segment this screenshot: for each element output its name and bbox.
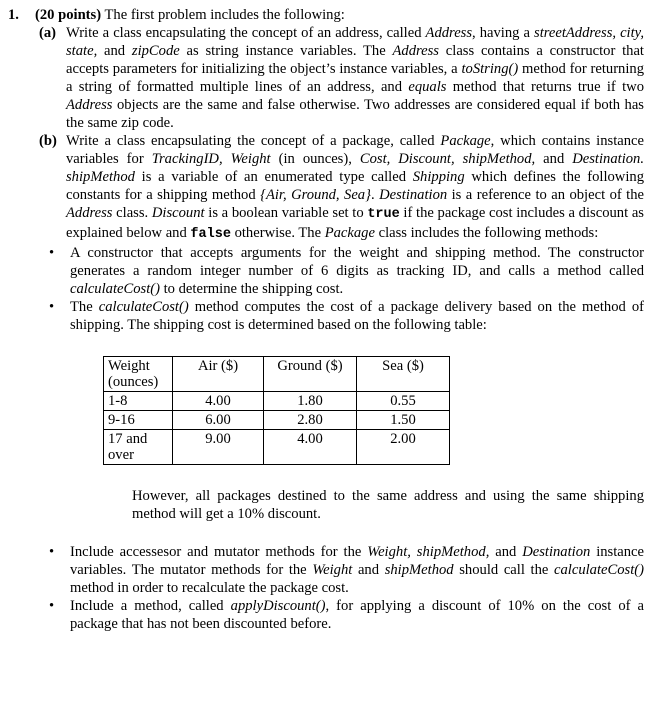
- table-header: Ground ($): [264, 357, 357, 392]
- bullet-icon: •: [49, 245, 55, 261]
- part-b-italic: Address: [66, 205, 113, 221]
- part-b-text: (in ounces),: [270, 151, 360, 167]
- table-cell: 1-8: [104, 392, 173, 411]
- problem-intro: The first problem includes the following:: [101, 7, 345, 23]
- part-b-italic: {Air, Ground, Sea}: [260, 187, 371, 203]
- part-a-text: , having a: [472, 25, 535, 41]
- part-a-text: method that returns true if two: [446, 79, 644, 95]
- bullet-italic: Weight: [312, 562, 353, 578]
- table-cell: 1.50: [357, 411, 450, 430]
- part-b-italic: Shipping: [412, 169, 465, 185]
- bullet-text: and: [489, 544, 523, 560]
- code-true: true: [367, 207, 400, 222]
- part-b: [39, 132, 644, 244]
- part-a-italic: Address: [66, 97, 113, 113]
- part-b-italic: Destination. shipMethod: [66, 151, 644, 185]
- bullet-text: A constructor that accepts arguments for the weight and shipping method. The constructor generates a random integer number of 6 digits as tracking ID, and calls a method called: [70, 245, 644, 279]
- bullet-italic: Weight, shipMethod,: [367, 544, 490, 560]
- bullet-text: The: [70, 299, 99, 315]
- bullet-text: to determine the shipping cost.: [159, 281, 344, 297]
- table-cell: 2.80: [264, 411, 357, 430]
- code-false: false: [190, 227, 231, 242]
- part-b-text: , which contains instance variables for: [66, 133, 644, 167]
- bullet-italic: applyDiscount(): [230, 598, 326, 614]
- problem-number: 1.: [8, 7, 19, 23]
- bullet-italic: shipMethod: [384, 562, 454, 578]
- part-b-italic: Cost, Discount, shipMethod,: [359, 151, 536, 167]
- part-b-text: and: [535, 151, 573, 167]
- table-cell: 2.00: [357, 430, 450, 465]
- part-a-text: Write a class encapsulating the concept of an address, called: [66, 25, 426, 41]
- bullet-text: method computes the cost of a package delivery based on the method of shipping. The shipping cost is determined based on the following table:: [70, 299, 644, 333]
- problem-1: [8, 6, 644, 633]
- table-header: Sea ($): [357, 357, 450, 392]
- part-a-italic: toString(): [461, 61, 519, 77]
- table-cell: 9.00: [173, 430, 264, 465]
- table-row: [104, 411, 450, 430]
- part-b-text: .: [370, 187, 380, 203]
- bullet-italic: calculateCost(): [554, 562, 644, 578]
- discount-note: However, all packages destined to the same address and using the same shipping method will get a 10% discount.: [132, 488, 644, 522]
- part-b-italic: Package: [440, 133, 491, 149]
- bullet-italic: Destination: [522, 544, 591, 560]
- cost-table-wrap: [103, 356, 644, 465]
- part-b-text: class includes the following methods:: [374, 225, 599, 241]
- list-item: [49, 543, 645, 597]
- part-a-italic: equals: [408, 79, 447, 95]
- list-item: [49, 597, 644, 633]
- part-b-italic: Package: [324, 225, 375, 241]
- part-b-label: (b): [39, 133, 57, 149]
- part-a-text: objects are the same and false otherwise. Two addresses are considered equal if both has the same zip code.: [66, 97, 644, 131]
- part-b-text: is a boolean variable set to: [204, 205, 368, 221]
- part-b-text: is a variable of an enumerated type called: [134, 169, 413, 185]
- bullet-icon: •: [49, 598, 55, 614]
- list-item: [49, 244, 644, 298]
- bullet-text: method in order to recalculate the package cost.: [70, 580, 349, 596]
- part-a-italic: Address: [392, 43, 439, 59]
- table-cell: 0.55: [357, 392, 450, 411]
- bullet-icon: •: [49, 544, 55, 560]
- list-item: [49, 298, 644, 334]
- part-a-italic: streetAddress, city, state,: [66, 25, 644, 59]
- part-a-text: class contains a constructor that accepts parameters for initializing the object’s instance variables, a: [66, 43, 644, 77]
- part-a-text: method for returning a string of formatted multiple lines of an address, and: [66, 61, 644, 95]
- table-cell: 9-16: [104, 411, 173, 430]
- bullet-text: instance variables. The mutator methods for the: [70, 544, 645, 578]
- spacer: [8, 523, 644, 543]
- part-a-italic: Address: [425, 25, 473, 41]
- method-list-2: [8, 543, 644, 633]
- part-b-text: otherwise. The: [230, 225, 325, 241]
- part-a-text: and: [97, 43, 132, 59]
- bullet-text: , for applying a discount of 10% on the cost of a package that has not been discounted before.: [70, 598, 644, 632]
- table-cell: 17 and over: [104, 430, 173, 465]
- table-cell: 4.00: [264, 430, 357, 465]
- table-row: [104, 392, 450, 411]
- part-a-italic: zipCode: [131, 43, 180, 59]
- part-b-text: class.: [112, 205, 152, 221]
- table-row: [104, 430, 450, 465]
- part-b-italic: Discount: [151, 205, 205, 221]
- part-b-text: if the package cost includes a discount as explained below and: [66, 205, 644, 241]
- bullet-italic: calculateCost(): [98, 299, 189, 315]
- table-header: Weight (ounces): [104, 357, 173, 392]
- bullet-text: and: [352, 562, 385, 578]
- part-a-text: as string instance variables. The: [179, 43, 393, 59]
- part-b-italic: TrackingID, Weight: [151, 151, 271, 167]
- shipping-cost-table: [103, 356, 450, 465]
- table-header-row: [104, 357, 450, 392]
- part-b-text: Write a class encapsulating the concept of a package, called: [66, 133, 441, 149]
- table-cell: 6.00: [173, 411, 264, 430]
- part-b-text: is a reference to an object of the: [447, 187, 645, 203]
- problem-heading: [35, 6, 644, 24]
- table-header: Air ($): [173, 357, 264, 392]
- table-cell: 1.80: [264, 392, 357, 411]
- problem-points: (20 points): [35, 7, 102, 23]
- part-b-text: which defines the following constants for a shipping method: [66, 169, 644, 203]
- part-a-label: (a): [39, 25, 57, 41]
- method-list: [8, 244, 644, 334]
- part-b-italic: Destination: [379, 187, 448, 203]
- bullet-italic: calculateCost(): [70, 281, 160, 297]
- table-cell: 4.00: [173, 392, 264, 411]
- part-a: [39, 24, 644, 132]
- bullet-text: should call the: [453, 562, 555, 578]
- bullet-text: Include accessesor and mutator methods for the: [70, 544, 368, 560]
- bullet-icon: •: [49, 299, 55, 315]
- bullet-text: Include a method, called: [70, 598, 231, 614]
